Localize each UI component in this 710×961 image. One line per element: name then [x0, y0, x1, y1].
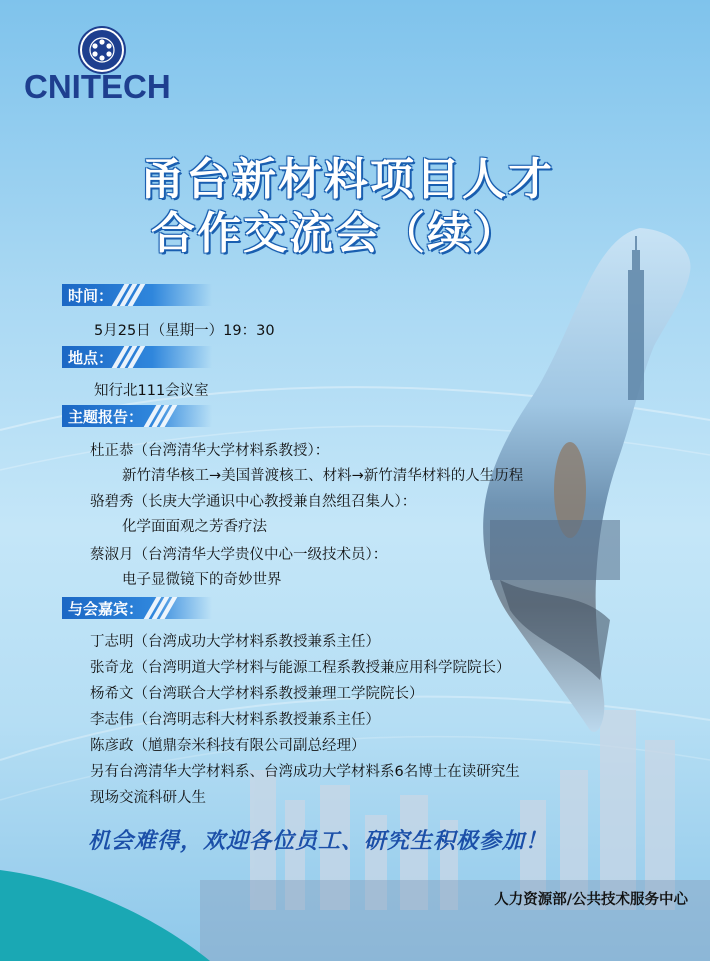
- guest-item: 另有台湾清华大学材料系、台湾成功大学材料系6名博士在读研究生: [90, 764, 520, 780]
- section-header-talks: [62, 405, 212, 427]
- section-label-guests: 与会嘉宾：: [68, 600, 144, 618]
- guest-item: 丁志明（台湾成功大学材料系教授兼系主任）: [90, 634, 380, 650]
- talk-speaker: 杜正恭（台湾清华大学材料系教授）：: [90, 443, 330, 459]
- talk-topic: 新竹清华核工→美国普渡核工、材料→新竹清华材料的人生历程: [122, 468, 524, 484]
- title-line-1: 甬台新材料项目人才: [140, 154, 554, 205]
- section-label-talks: 主题报告：: [68, 408, 144, 426]
- title-line-2: 合作交流会（续）: [151, 208, 519, 259]
- talk-speaker: 蔡淑月（台湾清华大学贵仪中心一级技术员）：: [90, 547, 388, 563]
- section-header-guests: [62, 597, 212, 619]
- section-label-time: 时间：: [68, 287, 114, 305]
- section-header-time: [62, 284, 212, 306]
- sunflower-emblem-icon: [80, 28, 124, 72]
- guest-item: 现场交流科研人生: [90, 790, 206, 806]
- time-value: 5月25日（星期一）19：30: [94, 323, 275, 339]
- talk-speaker: 骆碧秀（长庚大学通识中心教授兼自然组召集人）：: [90, 494, 417, 510]
- guest-item: 杨希文（台湾联合大学材料系教授兼理工学院院长）: [90, 686, 424, 702]
- closing-invitation: 机会难得，欢迎各位员工、研究生积极参加！: [88, 828, 549, 854]
- talk-topic: 化学面面观之芳香疗法: [122, 519, 267, 535]
- organizer-footer: 人力资源部/公共技术服务中心: [494, 892, 688, 908]
- place-value: 知行北111会议室: [94, 383, 209, 399]
- talk-topic: 电子显微镜下的奇妙世界: [122, 572, 282, 588]
- section-header-place: [62, 346, 212, 368]
- guest-item: 张奇龙（台湾明道大学材料与能源工程系教授兼应用科学院院长）: [90, 660, 511, 676]
- section-label-place: 地点：: [68, 349, 114, 367]
- guest-item: 李志伟（台湾明志科大材料系教授兼系主任）: [90, 712, 380, 728]
- guest-item: 陈彦政（馗鼎奈米科技有限公司副总经理）: [90, 738, 366, 754]
- logo-wordmark: CNITECH: [24, 68, 171, 105]
